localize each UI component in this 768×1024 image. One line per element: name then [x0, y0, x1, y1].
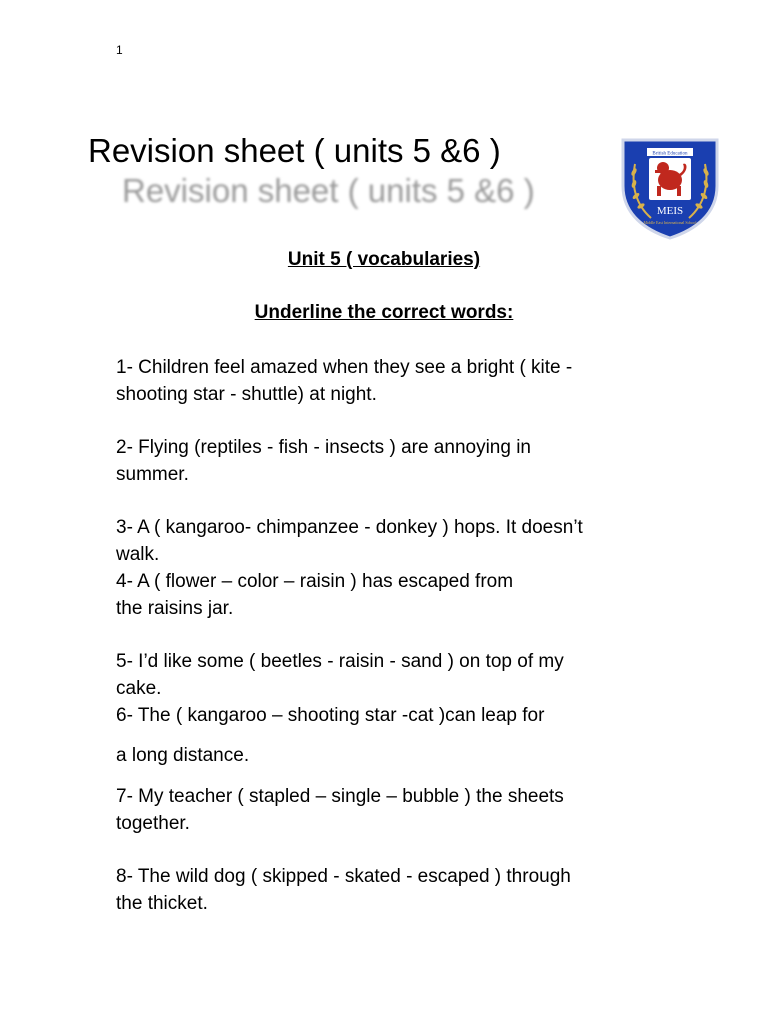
question-7-line-1: 7- My teacher ( stapled – single – bubble ) the sheets [116, 786, 564, 807]
question-4-line-1: 4- A ( flower – color – raisin ) has escaped from [116, 571, 514, 592]
crest-top-text: British Education [652, 151, 688, 157]
question-4 [116, 568, 656, 622]
school-crest-icon [617, 134, 723, 240]
unit-heading: Unit 5 ( vocabularies) [287, 249, 481, 270]
question-6-line-1: 6- The ( kangaroo – shooting star -cat )can leap for [116, 705, 545, 726]
question-8-line-1: 8- The wild dog ( skipped - skated - escaped ) through [116, 866, 571, 887]
question-5-line-2: cake. [116, 678, 162, 699]
question-4-line-2: the raisins jar. [116, 598, 234, 619]
instruction-heading: Underline the correct words: [254, 302, 514, 323]
page-title: Revision sheet ( units 5 &6 ) [88, 132, 501, 169]
page-number: 1 [116, 43, 123, 57]
question-2-line-2: summer. [116, 464, 189, 485]
crest-bottom-text: Middle East International School [643, 220, 697, 225]
question-3 [116, 514, 656, 568]
crest-badge-text: MEIS [656, 205, 684, 217]
question-1 [116, 354, 656, 408]
question-3-line-2: walk. [116, 544, 160, 565]
question-3-line-1: 3- A ( kangaroo- chimpanzee - donkey ) hops. It doesn’t [116, 517, 583, 538]
question-2 [116, 434, 656, 488]
question-6 [116, 702, 656, 769]
question-6-line-2: a long distance. [116, 745, 250, 766]
question-5-line-1: 5- I’d like some ( beetles - raisin - sand ) on top of my [116, 651, 564, 672]
question-1-line-1: 1- Children feel amazed when they see a bright ( kite - [116, 357, 573, 378]
question-2-line-1: 2- Flying (reptiles - fish - insects ) are annoying in [116, 437, 531, 458]
question-5 [116, 648, 656, 702]
question-7-line-2: together. [116, 813, 190, 834]
question-1-line-2: shooting star - shuttle) at night. [116, 384, 377, 405]
question-8 [116, 863, 656, 917]
page-title-shadow: Revision sheet ( units 5 &6 ) [122, 172, 535, 209]
question-7 [116, 783, 656, 837]
question-8-line-2: the thicket. [116, 893, 208, 914]
